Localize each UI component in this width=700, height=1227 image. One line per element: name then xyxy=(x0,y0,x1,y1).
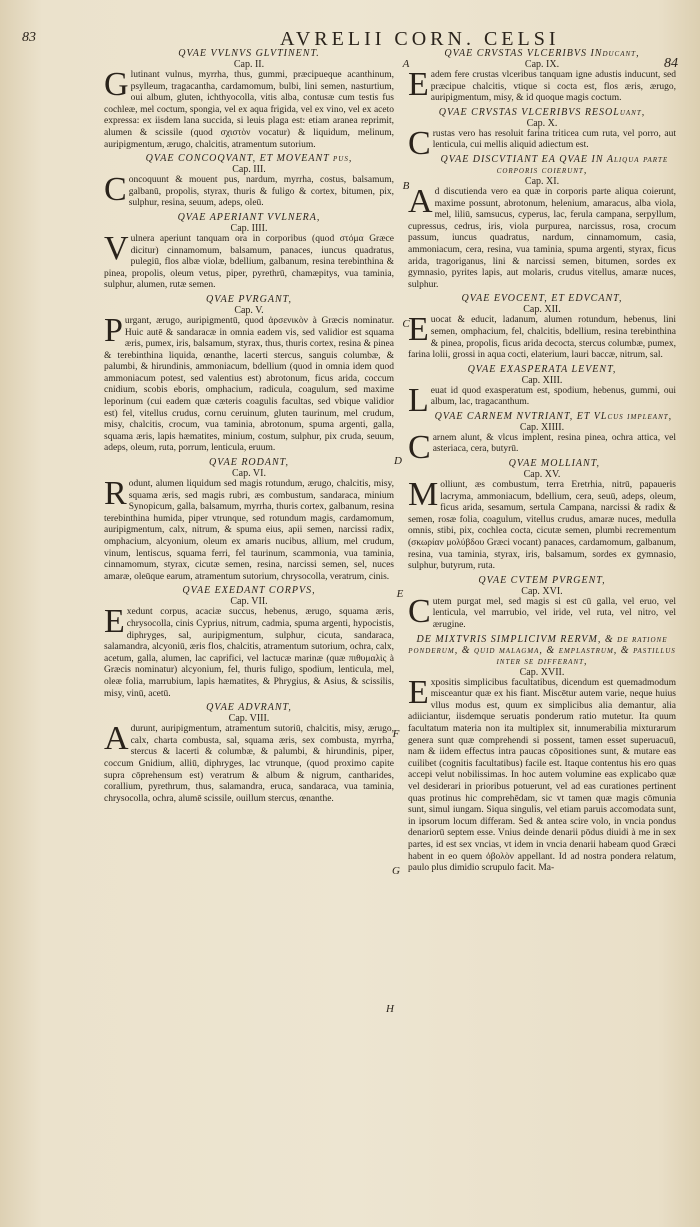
chapter-heading: QVAE CONCOQVANT, ET MOVEANT pus, xyxy=(145,153,353,165)
chapter-number: Cap. VII. xyxy=(230,596,268,608)
chapter-number: Cap. XII. xyxy=(523,304,561,316)
chapter-number: Cap. XVII. xyxy=(519,666,565,678)
folio-left: 83 xyxy=(22,30,36,45)
margin-letter-h: H xyxy=(386,1003,394,1015)
chapter-10 xyxy=(408,106,676,162)
chapter-number: Cap. XVI. xyxy=(521,585,563,597)
chapter-heading: QVAE EXASPERATA LEVENT, xyxy=(467,363,617,375)
chapter-heading: QVAE MOLLIANT, xyxy=(508,458,601,470)
chapter-number: Cap. III. xyxy=(232,164,266,176)
chapter-number: Cap. XV. xyxy=(523,469,561,481)
chapter-3 xyxy=(104,153,394,210)
chapter-number: Cap. IIII. xyxy=(230,222,268,234)
chapter-number: Cap. VIII. xyxy=(228,713,270,725)
running-title: AVRELII CORN. CELSI xyxy=(280,28,560,50)
chapter-2 xyxy=(104,48,394,151)
chapter-text: Cutem purgat mel, sed magis si est cū galla, vel eruo, vel lenticula, vel marrubio, vel iride, vel ruta, vel nitro, vel ærugine. xyxy=(408,592,676,630)
margin-letter-c: C xyxy=(402,318,410,330)
chapter-8 xyxy=(104,702,394,805)
margin-letter-a: A xyxy=(402,58,410,70)
chapter-text: Eadem fere crustas vlceribus tanquam igne adustis inducunt, sed præcipue chalcitis, vtique si cocta est, flos æris, ærugo, auripigmentum, misy, & id quoque magis coctum. xyxy=(408,66,676,104)
chapter-9 xyxy=(408,48,676,105)
chapter-number: Cap. XI. xyxy=(524,175,560,187)
chapter-heading: QVAE APERIANT VVLNERA, xyxy=(177,211,321,223)
chapter-text: Vulnera aperiunt tanquam ora in corporibus (quod στόμα Græce dicitur) cinnamomum, balsamum, panaces, iuncus quadratus, pulegiū, flos albæ violæ, bdellium, galbanum, resina terebinthina & pinea, propolis, oleum vetus, piper, pyrethrū, chamæpitys, vua taminia, sulphur, alumen, rutæ semen. xyxy=(104,229,394,291)
chapter-heading: QVAE DISCVTIANT EA QVAE IN Aliqua parte corporis coierunt, xyxy=(440,153,669,176)
chapter-text: Exedunt corpus, acaciæ succus, hebenus, ærugo, squama æris, chrysocolla, cinis Cyprius, nitrum, cadmia, spuma argenti, hypocistis, diphryges, sal, auripigmentum, sulphur, cicuta, sandaraca, salamandra, alcyoniū, æris flos, chalcitis, atramentum sutorium, ochra, calx, acetum, galla, alumen, lac caprifici, vel lactucæ marinæ (quæ πιθυμαλὶς à Græcis nominatur) alcyonium, fel, thuris fuligo, spodium, lenticula, mel, oleæ folia, marrubium, lapis hæmatites, & Phrygius, & Asius, & scissilis, misy, vinū, acetū. xyxy=(104,603,394,699)
chapter-17 xyxy=(408,634,676,875)
chapter-heading: QVAE CRVSTAS VLCERIBVS RESOLuant, xyxy=(438,106,646,118)
chapter-number: Cap. XIIII. xyxy=(519,421,565,433)
chapter-text: Purgant, ærugo, auripigmentū, quod ἀρσενικὸν à Græcis nominatur. Huic autē & sandaracæ in omnia eadem vis, sed validior est squama æris, pumex, iris, balsamum, styrax, thus, thuris cortex, resina & pinea & terebinthina liquida, œnanthe, lacerti stercus, sanguis columbæ, & palumbi, & hirundinis, ammoniacum, bdellium (quod in omnia idem quod ammoniacum potest, sed valentius est) abrotonum, ficus arida, coccum cnidium, scobis eboris, omphacium, radicula, coagulum, sed maxime leporinum (cui eadem quæ cæteris coagulis facultas, sed vbique validior est) fel, vitellus crudus, cornu ceruinum, gluten taurinum, mel crudum, misy, chalcitis, crocum, vua taminia, abrotonum, spuma argenti, galla, squama æris, lapis hæmatites, minium, costum, sulphur, pix cruda, seuum, adeps, oleum, ruta, porrum, lenticula, eruum. xyxy=(104,311,394,454)
chapter-heading: QVAE CRVSTAS VLCERIBVS INducant, xyxy=(444,48,640,59)
chapter-heading: QVAE CVTEM PVRGENT, xyxy=(478,574,606,586)
left-column xyxy=(104,48,394,1187)
chapter-heading: DE MIXTVRIS SIMPLICIVM RERVM, & de ratione ponderum, & quid malagma, & emplastrum, & pastillus inter se differant, xyxy=(408,633,676,667)
chapter-heading: QVAE ADVRANT, xyxy=(206,702,292,714)
margin-letter-f: F xyxy=(392,728,400,740)
chapter-7 xyxy=(104,585,394,700)
chapter-number: Cap. VI. xyxy=(232,468,266,480)
chapter-text: Glutinant vulnus, myrrha, thus, gummi, præcipueque acanthinum, psylleum, tragacantha, cardamomum, bulbi, lini semen, nasturtium, oui album, gluten, ichthyocolla, vitis alba, contusæ cum testis fus cochleæ, mel coctum, spongia, vel ex aqua frigida, vel ex vino, vel ex aceto expressa: ex iisdem lana succida, si leuis plaga est: etiam aranea reprimit, alumen & scissile (quod σχιστὸν vocatur) & liquidum, melinum, auripigmentum, ærugo, chalcitis, atramentum sutorium. xyxy=(104,66,394,150)
chapter-heading: QVAE RODANT, xyxy=(209,457,289,469)
chapter-number: Cap. XIII. xyxy=(521,374,563,386)
margin-letter-d: D xyxy=(394,455,402,467)
chapter-text: Crustas vero has resoluit farina triticea cum ruta, vel porro, aut lenticula, cui mellis aliquid adiectum est. xyxy=(408,124,676,162)
margin-letter-b: B xyxy=(402,180,410,192)
chapter-heading: QVAE CARNEM NVTRIANT, ET VLcus impleant, xyxy=(434,410,673,422)
chapter-heading: QVAE EXEDANT CORPVS, xyxy=(182,585,316,597)
chapter-16 xyxy=(408,575,676,632)
chapter-heading: QVAE VVLNVS GLVTINENT. xyxy=(178,48,320,59)
folio-right: 84 xyxy=(664,56,678,71)
chapter-text: Adurunt, auripigmentum, atramentum sutoriū, chalcitis, misy, ærugo, calx, charta combusta, sal, squama æris, sex combusta, myrrha, stercus & lacerti & columbæ, & palumbi, & hirundinis, piper, coccum Gnidium, alliū, diphryges, lac vtrunque, (quod proximo capite supra cōprehensum est) veratrum & album & nigrum, cantharides, corallium, pyrethrum, thus, salamandra, eruca, sandaraca, vua taminia, chrysocolla, ochra, alumē scissile, ouillum stercus, œnanthe. xyxy=(104,720,394,804)
chapter-text: Euocat & educit, ladanum, alumen rotundum, hebenus, lini semen, omphacium, fel, chalcitis, bdellium, resina terebinthina & pinea, propolis, ficus arida decocta, stercus columbæ, pumex, farina lolii, grossi in aqua cocti, elaterium, lauri baccæ, nitrum, sal. xyxy=(408,311,676,361)
margin-letter-g: G xyxy=(392,865,400,877)
margin-letter-e: E xyxy=(396,588,404,600)
chapter-text: Ad discutienda vero ea quæ in corporis parte aliqua coierunt, maxime possunt, abrotonum, helenium, amaracus, alba viola, mel, liliū, samsucus, cyperus, lac, ferula campana, serpyllum, cupressus, cedrus, iris, viola purpurea, narcissus, rosa, crocum passum, iuncus quadratus, nardum, cinnamomum, casia, ammoniacum, cera, resina, vua taminia, spuma argenti, styrax, ficus arida, tragoriganus, lini & narcissi semen, bitumen, sordes ex gymnasio, pyrites lapis, aut molaris, crudus vitellus, amaræ nuces, sulphur. xyxy=(408,182,676,290)
right-column xyxy=(408,48,676,1187)
chapter-text: Leuat id quod exasperatum est, spodium, hebenus, gummi, oui album, lac, tragacanthum. xyxy=(408,381,676,419)
chapter-heading: QVAE PVRGANT, xyxy=(206,293,292,305)
chapter-15 xyxy=(408,458,676,573)
chapter-5 xyxy=(104,294,394,455)
chapter-11 xyxy=(408,154,676,291)
chapter-4 xyxy=(104,212,394,292)
chapter-text: Carnem alunt, & vlcus implent, resina pinea, ochra attica, vel asteriaca, cera, butyrū. xyxy=(408,428,676,466)
chapter-number: Cap. II. xyxy=(233,59,265,70)
chapter-text: Rodunt, alumen liquidum sed magis rotundum, ærugo, chalcitis, misy, squama æris, sed magis rubri, æs combustum, sandaraca, minium Synopicum, galla, balsamum, myrrha, thuris cortex, galbanum, resina terebinthina humida, piper vtrunque, sed rotundum magis, cardamomum, auripigmentum, calx, nitrum, & spuma eius, apii semen, narcissi radix, omphacium, alcyonium, oleum ex amaris nucibus, allium, mel crudum, vinum, lentiscus, squama ferri, fel taurinum, scammonia, vua taminia, cinnamomum, styrax, cicutæ semen, resina, narcissi semen, sel, nuces amaræ, oleūque earum, atramentum sutorium, chrysocolla, veratrum, cinis. xyxy=(104,475,394,582)
chapter-heading: QVAE EVOCENT, ET EDVCANT, xyxy=(461,293,623,305)
chapter-6 xyxy=(104,457,394,583)
chapter-text: Concoquunt & mouent pus, nardum, myrrha, costus, balsamum, galbanū, propolis, styrax, thuris & fuligo & cortex, bitumen, pix, sulphur, resina, seuum, adeps, oleū. xyxy=(104,171,394,209)
chapter-number: Cap. IX. xyxy=(524,59,560,70)
chapter-number: Cap. V. xyxy=(234,304,264,316)
chapter-text: Expositis simplicibus facultatibus, dicendum est quemadmodum misceantur quæ ex his fiant. Miscētur autem varie, neque huius vllus modus est, quum ex simplicibus alia demantur, alia adiiciantur, iisdemque seruatis ponderum ratio mutetur. Ita quum facultatum materia non ita multiplex sit, innumerabilia mixturarum genera sunt quæ comprehendi si possent, tamen esset superuacuū, nam & iidem effectus intra paucas cōpositiones sunt, & mutare eas cuilibet (cognitis facultatibus) facile est. Itaque contentus his ero quas accepi velut nobilissimas. In hoc autem volumine eas explicabo quæ vel desiderari in prioribus potuerunt, vel ad eas curationes pertinent quas protinus hic comprehēdam, sic vt tamen quæ magis cōmunia sunt, simul iungam. Siqua singulis, vel etiam paruis accomodata sunt, in ipsorum locum differam. Sed & antea scire volo, in vncia pondus denariorū septem esse. Vnius deinde denarii pōdus diuidi à me in sex partes, id est sex vncias, vt idem in vncia denarii habeam quod Græci habent in eo quem ὀβολὸν appellant. Id ad nostra pondera relatum, paulo plus dimidio scrupulo facit. Ma- xyxy=(408,673,676,874)
chapter-12 xyxy=(408,293,676,361)
chapter-number: Cap. X. xyxy=(526,117,558,129)
chapter-text: Molliunt, æs combustum, terra Eretrhia, nitrū, papaueris lacryma, ammoniacum, bdellium, cera, seuū, adeps, oleum, ficus arida, sesamum, sertula Campana, narcissi & radix & semen, rosæ folia, coagulum, vitellus crudus, amaræ nuces, medulla omnis, stibi, pix, cochlea cocta, cicutæ semen, plumbi recrementum (σκωρίαν μολύβδου Græci vocant) panaces, cardamomum, galbanum, resina, vua taminia, styrax, iris, balsamum, sordes ex gymnasio, sulphur, butyrum, ruta. xyxy=(408,476,676,572)
